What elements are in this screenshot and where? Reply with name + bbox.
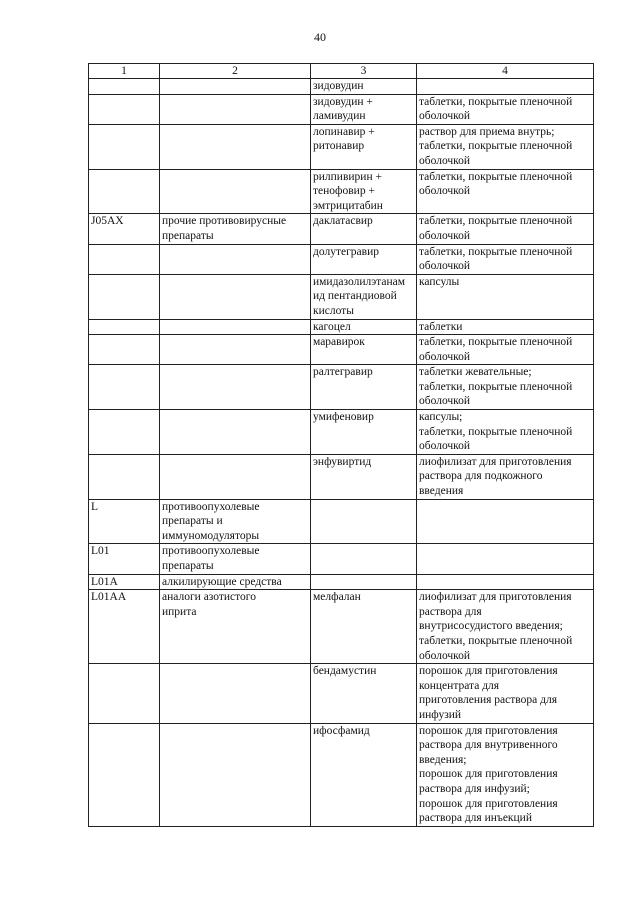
group-cell (160, 274, 311, 319)
table-row (89, 319, 594, 335)
header-col-2: 2 (160, 64, 311, 79)
form-cell: таблетки, покрытые пленочной оболочкой (417, 94, 594, 124)
table-row (89, 214, 594, 244)
atc-code-cell: L01A (89, 574, 160, 590)
page-number: 40 (314, 30, 326, 44)
drug-cell: долутегравир (311, 244, 417, 274)
table-row (89, 590, 594, 664)
form-cell (417, 544, 594, 574)
form-cell: таблетки, покрытые пленочной оболочкой (417, 335, 594, 365)
form-cell: таблетки (417, 319, 594, 335)
form-cell (417, 499, 594, 544)
table-row (89, 723, 594, 826)
form-cell: порошок для приготовления концентрата для приготовления раствора для инфузий (417, 664, 594, 723)
atc-code-cell: J05AX (89, 214, 160, 244)
header-col-3: 3 (311, 64, 417, 79)
drug-cell: умифеновир (311, 410, 417, 455)
table-row (89, 664, 594, 723)
table-row (89, 335, 594, 365)
atc-code-cell (89, 365, 160, 410)
atc-code-cell (89, 335, 160, 365)
drug-cell: зидовудин + ламивудин (311, 94, 417, 124)
form-cell: капсулы; таблетки, покрытые пленочной оболочкой (417, 410, 594, 455)
group-cell (160, 169, 311, 214)
table-row (89, 365, 594, 410)
atc-code-cell (89, 274, 160, 319)
drug-cell: ифосфамид (311, 723, 417, 826)
group-cell: противоопухолевые препараты и иммуномодуляторы (160, 499, 311, 544)
atc-code-cell (89, 454, 160, 499)
group-cell (160, 79, 311, 95)
group-cell (160, 335, 311, 365)
drug-cell: даклатасвир (311, 214, 417, 244)
form-cell: таблетки, покрытые пленочной оболочкой (417, 214, 594, 244)
group-cell (160, 94, 311, 124)
form-cell: порошок для приготовления раствора для внутривенного введения; порошок для приготовления раствора для инфузий; порошок для приготовления раствора для инъекций (417, 723, 594, 826)
form-cell: таблетки, покрытые пленочной оболочкой (417, 169, 594, 214)
atc-code-cell (89, 169, 160, 214)
group-cell (160, 723, 311, 826)
group-cell (160, 365, 311, 410)
form-cell: лиофилизат для приготовления раствора для подкожного введения (417, 454, 594, 499)
atc-code-cell (89, 94, 160, 124)
drug-cell (311, 544, 417, 574)
table-row (89, 410, 594, 455)
atc-code-cell: L01AA (89, 590, 160, 664)
table-row (89, 169, 594, 214)
header-row (89, 64, 594, 79)
drug-table (88, 63, 594, 827)
atc-code-cell: L (89, 499, 160, 544)
form-cell: таблетки, покрытые пленочной оболочкой (417, 244, 594, 274)
drug-cell: бендамустин (311, 664, 417, 723)
form-cell: раствор для приема внутрь; таблетки, покрытые пленочной оболочкой (417, 124, 594, 169)
table-row (89, 574, 594, 590)
drug-cell: имидазолилэтанам ид пентандиовой кислоты (311, 274, 417, 319)
drug-cell: ралтегравир (311, 365, 417, 410)
form-cell: лиофилизат для приготовления раствора для внутрисосудистого введения; таблетки, покрытые пленочной оболочкой (417, 590, 594, 664)
table-row (89, 499, 594, 544)
drug-cell: рилпивирин + тенофовир + эмтрицитабин (311, 169, 417, 214)
table-row (89, 454, 594, 499)
drug-cell (311, 574, 417, 590)
header-col-4: 4 (417, 64, 594, 79)
table-row (89, 244, 594, 274)
form-cell: капсулы (417, 274, 594, 319)
table-row (89, 94, 594, 124)
atc-code-cell (89, 319, 160, 335)
atc-code-cell (89, 410, 160, 455)
group-cell (160, 244, 311, 274)
atc-code-cell (89, 124, 160, 169)
drug-cell: кагоцел (311, 319, 417, 335)
table-row (89, 124, 594, 169)
drug-cell: зидовудин (311, 79, 417, 95)
header-col-1: 1 (89, 64, 160, 79)
group-cell: противоопухолевые препараты (160, 544, 311, 574)
atc-code-cell (89, 723, 160, 826)
group-cell: алкилирующие средства (160, 574, 311, 590)
atc-code-cell (89, 244, 160, 274)
drug-cell: мелфалан (311, 590, 417, 664)
table-row (89, 274, 594, 319)
atc-code-cell (89, 664, 160, 723)
group-cell (160, 124, 311, 169)
form-cell (417, 574, 594, 590)
form-cell (417, 79, 594, 95)
group-cell: прочие противовирусные препараты (160, 214, 311, 244)
drug-cell: маравирок (311, 335, 417, 365)
group-cell (160, 319, 311, 335)
atc-code-cell (89, 79, 160, 95)
group-cell (160, 454, 311, 499)
form-cell: таблетки жевательные; таблетки, покрытые пленочной оболочкой (417, 365, 594, 410)
group-cell (160, 410, 311, 455)
drug-cell (311, 499, 417, 544)
table-row (89, 544, 594, 574)
group-cell: аналоги азотистого иприта (160, 590, 311, 664)
group-cell (160, 664, 311, 723)
table-row (89, 79, 594, 95)
atc-code-cell: L01 (89, 544, 160, 574)
drug-cell: лопинавир + ритонавир (311, 124, 417, 169)
drug-cell: энфувиртид (311, 454, 417, 499)
